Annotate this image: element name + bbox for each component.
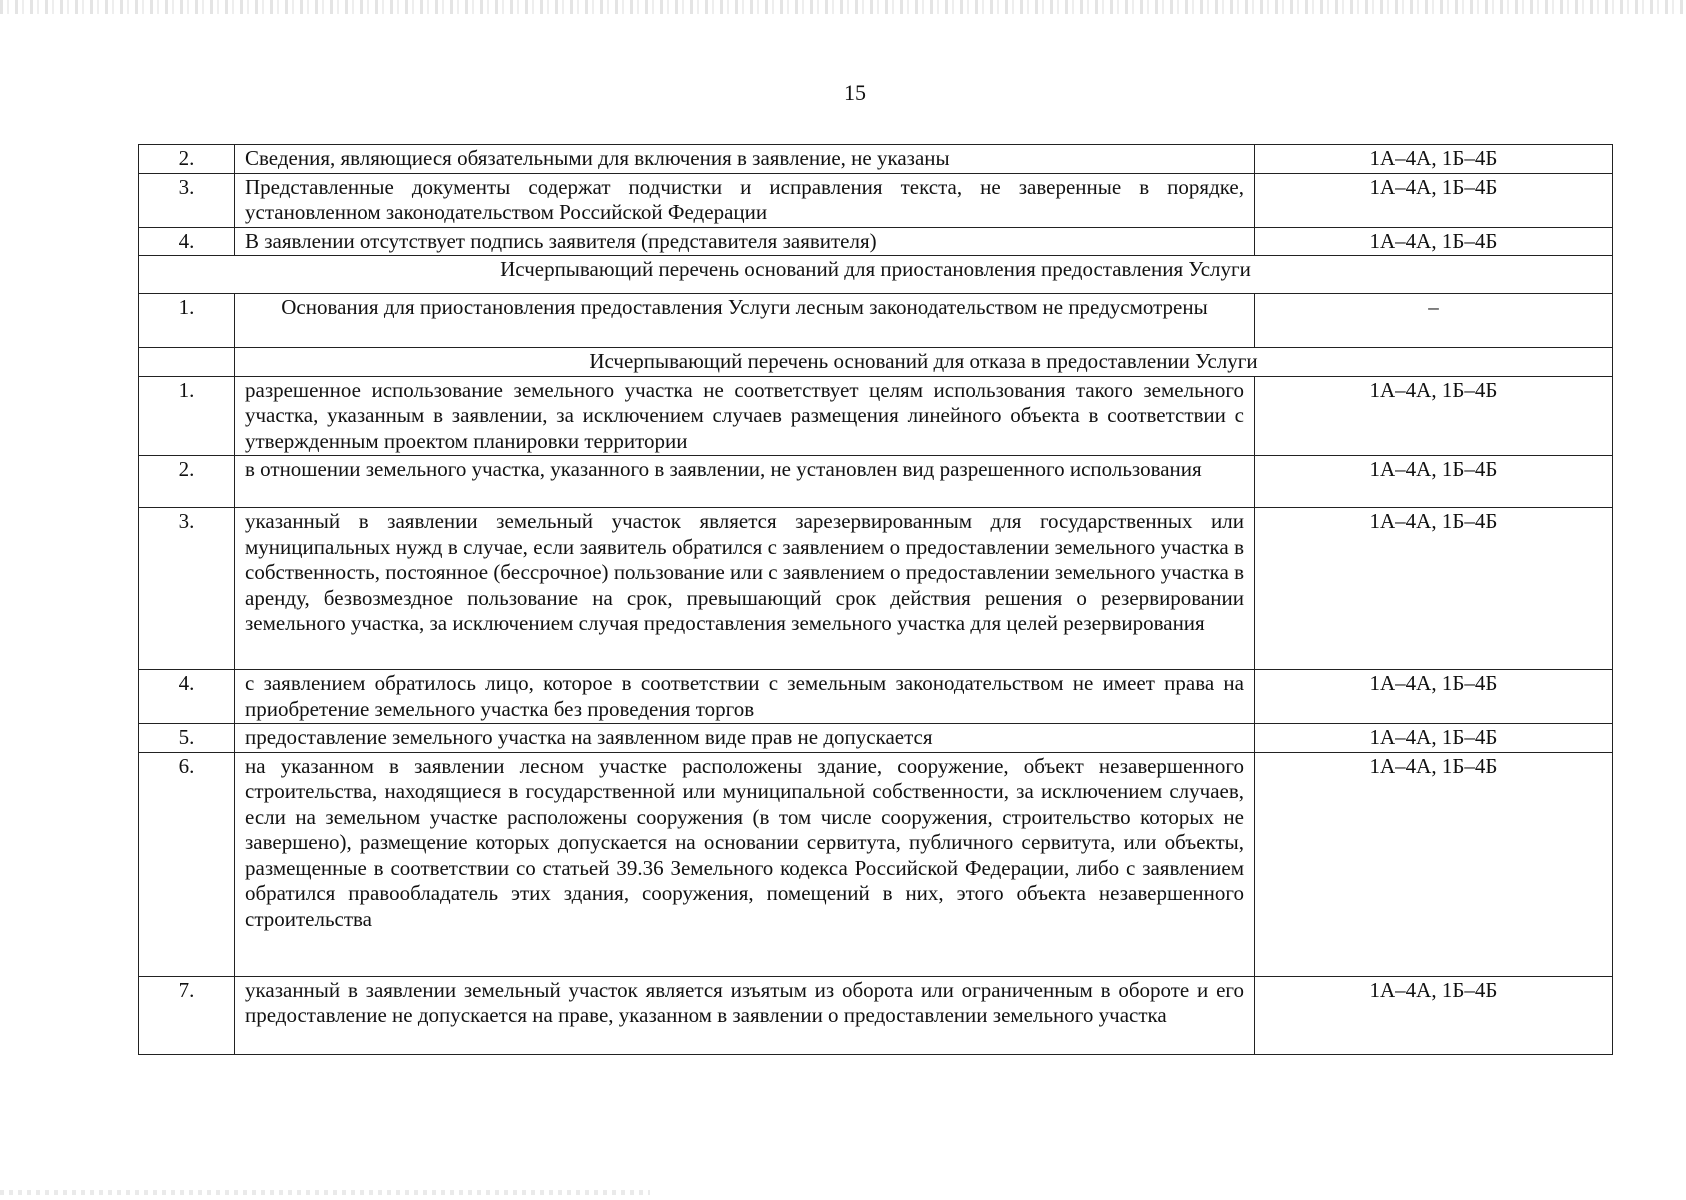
row-number: 7. [139, 976, 235, 1054]
row-number: 4. [139, 670, 235, 724]
grounds-table [138, 144, 1613, 1055]
row-number: 4. [139, 227, 235, 256]
row-number: 3. [139, 173, 235, 227]
row-number: 5. [139, 724, 235, 753]
row-number: 3. [139, 508, 235, 670]
scan-noise-top [0, 0, 1686, 14]
section-heading-refusal: Исчерпывающий перечень оснований для отказа в предоставлении Услуги [235, 348, 1613, 377]
row-code: 1А–4А, 1Б–4Б [1255, 670, 1613, 724]
row-text: с заявлением обратилось лицо, которое в соответствии с земельным законодательством не имеет права на приобретение земельного участка без проведения торгов [235, 670, 1255, 724]
section-heading-suspension: Исчерпывающий перечень оснований для приостановления предоставления Услуги [139, 256, 1613, 294]
section-heading-row [139, 348, 1613, 377]
table-row [139, 724, 1613, 753]
row-code: 1А–4А, 1Б–4Б [1255, 145, 1613, 174]
table-row [139, 294, 1613, 348]
row-text: Сведения, являющиеся обязательными для включения в заявление, не указаны [235, 145, 1255, 174]
row-text: Представленные документы содержат подчистки и исправления текста, не заверенные в порядке, установленном законодательством Российской Федерации [235, 173, 1255, 227]
row-text: Основания для приостановления предоставления Услуги лесным законодательством не предусмотрены [235, 294, 1255, 348]
row-code: 1А–4А, 1Б–4Б [1255, 173, 1613, 227]
row-code: 1А–4А, 1Б–4Б [1255, 724, 1613, 753]
row-code: 1А–4А, 1Б–4Б [1255, 752, 1613, 976]
row-code: – [1255, 294, 1613, 348]
section-heading-row [139, 256, 1613, 294]
row-code: 1А–4А, 1Б–4Б [1255, 227, 1613, 256]
row-number: 6. [139, 752, 235, 976]
row-text: разрешенное использование земельного участка не соответствует целям использования такого земельного участка, указанным в заявлении, за исключением случаев размещения линейного объекта в соответствии с утвержденным проектом планировки территории [235, 376, 1255, 456]
row-code: 1А–4А, 1Б–4Б [1255, 456, 1613, 508]
row-number: 1. [139, 376, 235, 456]
row-text: указанный в заявлении земельный участок является зарезервированным для государственных или муниципальных нужд в случае, если заявитель обратился с заявлением о предоставлении земельного участка в собственность, постоянное (бессрочное) пользование или с заявлением о предоставлении земельного участка в аренду, безвозмездное пользование на срок, превышающий срок действия решения о резервировании земельного участка, за исключением случая предоставления земельного участка для целей резервирования [235, 508, 1255, 670]
row-text: предоставление земельного участка на заявленном виде прав не допускается [235, 724, 1255, 753]
row-number: 2. [139, 145, 235, 174]
table-row [139, 376, 1613, 456]
row-text: на указанном в заявлении лесном участке расположены здание, сооружение, объект незавершенного строительства, находящиеся в государственной или муниципальной собственности, за исключением случаев, если на земельном участке расположены сооружения (в том числе сооружения, строительство которых не завершено), размещение которых допускается на основании сервитута, публичного сервитута, или объекты, размещенные в соответствии со статьей 39.36 Земельного кодекса Российской Федерации, либо с заявлением обратился правообладатель этих здания, сооружения, помещений в них, этого объекта незавершенного строительства [235, 752, 1255, 976]
table-row [139, 976, 1613, 1054]
table-row [139, 227, 1613, 256]
row-code: 1А–4А, 1Б–4Б [1255, 976, 1613, 1054]
table-row [139, 670, 1613, 724]
table-row [139, 508, 1613, 670]
table-row [139, 173, 1613, 227]
page-number: 15 [844, 80, 866, 105]
row-code: 1А–4А, 1Б–4Б [1255, 508, 1613, 670]
empty-cell [139, 348, 235, 377]
row-number: 1. [139, 294, 235, 348]
row-text: в отношении земельного участка, указанного в заявлении, не установлен вид разрешенного использования [235, 456, 1255, 508]
row-text: указанный в заявлении земельный участок является изъятым из оборота или ограниченным в обороте и его предоставление не допускается на праве, указанном в заявлении о предоставлении земельного участка [235, 976, 1255, 1054]
table-row [139, 145, 1613, 174]
scan-noise-bottom [0, 1190, 650, 1195]
row-code: 1А–4А, 1Б–4Б [1255, 376, 1613, 456]
table-row [139, 752, 1613, 976]
row-text: В заявлении отсутствует подпись заявителя (представителя заявителя) [235, 227, 1255, 256]
row-number: 2. [139, 456, 235, 508]
table-row [139, 456, 1613, 508]
